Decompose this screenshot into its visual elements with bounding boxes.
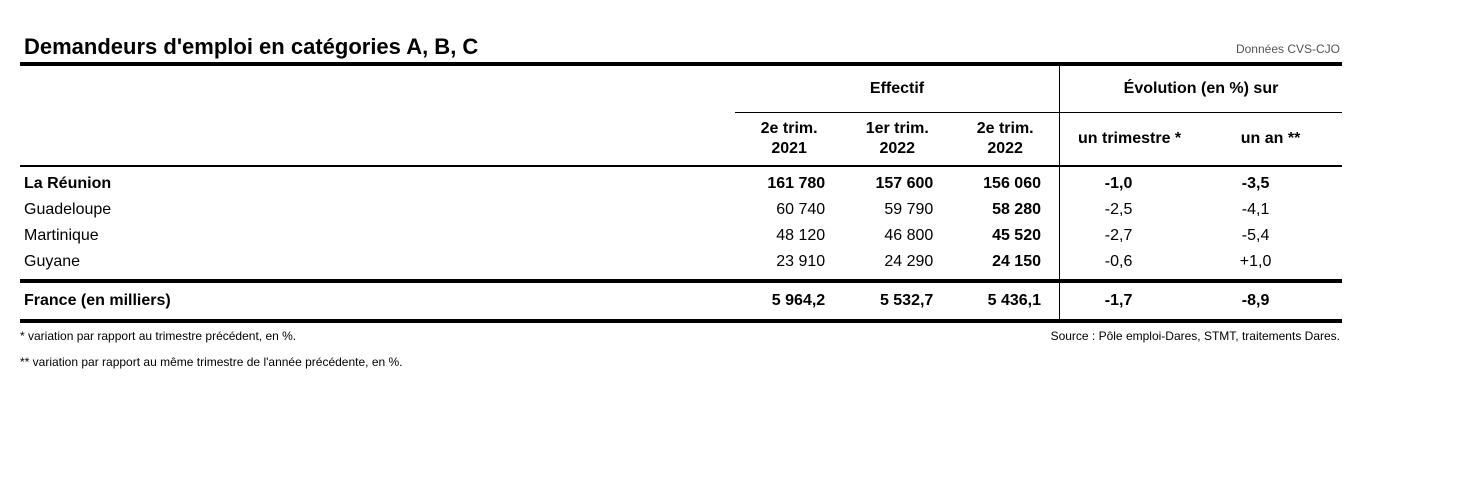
cell-q1-2022: 157 600 xyxy=(875,175,934,192)
cell-q2-2022: 58 280 xyxy=(992,201,1041,218)
header-evolution: Évolution (en %) sur xyxy=(1060,64,1343,113)
cell-q2-2021: 48 120 xyxy=(776,227,826,244)
cell-q2-2021: 161 780 xyxy=(767,175,826,192)
table-container xyxy=(20,30,1342,369)
header-col-q2-2021 xyxy=(735,113,843,167)
cell-un-an: -4,1 xyxy=(1241,201,1270,218)
cell-q2-2022: 156 060 xyxy=(983,175,1041,192)
header-empty-2 xyxy=(20,113,735,167)
cell-un-an: -8,9 xyxy=(1199,281,1342,321)
cell-q2-2021: 60 740 xyxy=(776,201,826,218)
row-label: Guyane xyxy=(24,253,81,270)
table-row-guadeloupe xyxy=(20,197,1342,223)
row-label: Guadeloupe xyxy=(24,201,112,218)
header-col-q1-2022-line2: 2022 xyxy=(879,140,916,157)
cell-un-trimestre: -0,6 xyxy=(1060,249,1200,281)
header-col-q1-2022-line1: 1er trim. xyxy=(865,120,929,137)
footnote-trimestre: * variation par rapport au trimestre précédent, en %. xyxy=(20,329,297,343)
header-col-q2-2021-line2: 2021 xyxy=(771,140,807,157)
header-row-columns xyxy=(20,113,1342,167)
row-label: Martinique xyxy=(24,227,99,244)
header-col-un-trimestre: un trimestre * xyxy=(1060,113,1200,167)
cell-q1-2022: 59 790 xyxy=(884,201,934,218)
header-col-un-an: un an ** xyxy=(1199,113,1342,167)
table-row-france-total xyxy=(20,281,1342,321)
cell-q1-2022: 46 800 xyxy=(884,227,934,244)
cell-q2-2021: 23 910 xyxy=(776,253,826,270)
cell-un-an: -5,4 xyxy=(1241,227,1270,244)
header-effectif: Effectif xyxy=(735,64,1059,113)
row-label: France (en milliers) xyxy=(20,281,735,321)
title-row xyxy=(20,30,1342,62)
cell-un-trimestre: -1,0 xyxy=(1060,166,1200,197)
cell-q1-2022: 24 290 xyxy=(884,253,934,270)
cell-un-an: +1,0 xyxy=(1239,253,1272,270)
cell-un-trimestre: -2,5 xyxy=(1060,197,1200,223)
footnote-an: ** variation par rapport au même trimestre de l'année précédente, en %. xyxy=(20,355,403,369)
cell-q2-2021: 5 964,2 xyxy=(735,281,843,321)
header-col-q2-2022-line2: 2022 xyxy=(987,140,1023,157)
source-note: Source : Pôle emploi-Dares, STMT, traitements Dares. xyxy=(1050,329,1340,343)
header-empty xyxy=(20,64,735,113)
table-row-martinique xyxy=(20,223,1342,249)
header-row-groups xyxy=(20,64,1342,113)
data-table xyxy=(20,62,1342,323)
header-col-q2-2022-line1: 2e trim. xyxy=(976,120,1034,137)
header-col-q1-2022 xyxy=(843,113,951,167)
data-note: Données CVS-CJO xyxy=(1235,42,1340,56)
row-label: La Réunion xyxy=(24,175,112,192)
cell-un-an: -3,5 xyxy=(1241,175,1270,192)
cell-q2-2022: 24 150 xyxy=(992,253,1041,270)
table-row-la-reunion xyxy=(20,166,1342,197)
cell-q1-2022: 5 532,7 xyxy=(843,281,951,321)
cell-un-trimestre: -2,7 xyxy=(1060,223,1200,249)
footer xyxy=(20,329,1342,353)
cell-q2-2022: 5 436,1 xyxy=(951,281,1059,321)
table-row-guyane xyxy=(20,249,1342,281)
cell-q2-2022: 45 520 xyxy=(992,227,1041,244)
header-col-q2-2022 xyxy=(951,113,1059,167)
table-title: Demandeurs d'emploi en catégories A, B, C xyxy=(24,34,479,59)
header-col-q2-2021-line1: 2e trim. xyxy=(760,120,818,137)
cell-un-trimestre: -1,7 xyxy=(1060,281,1200,321)
